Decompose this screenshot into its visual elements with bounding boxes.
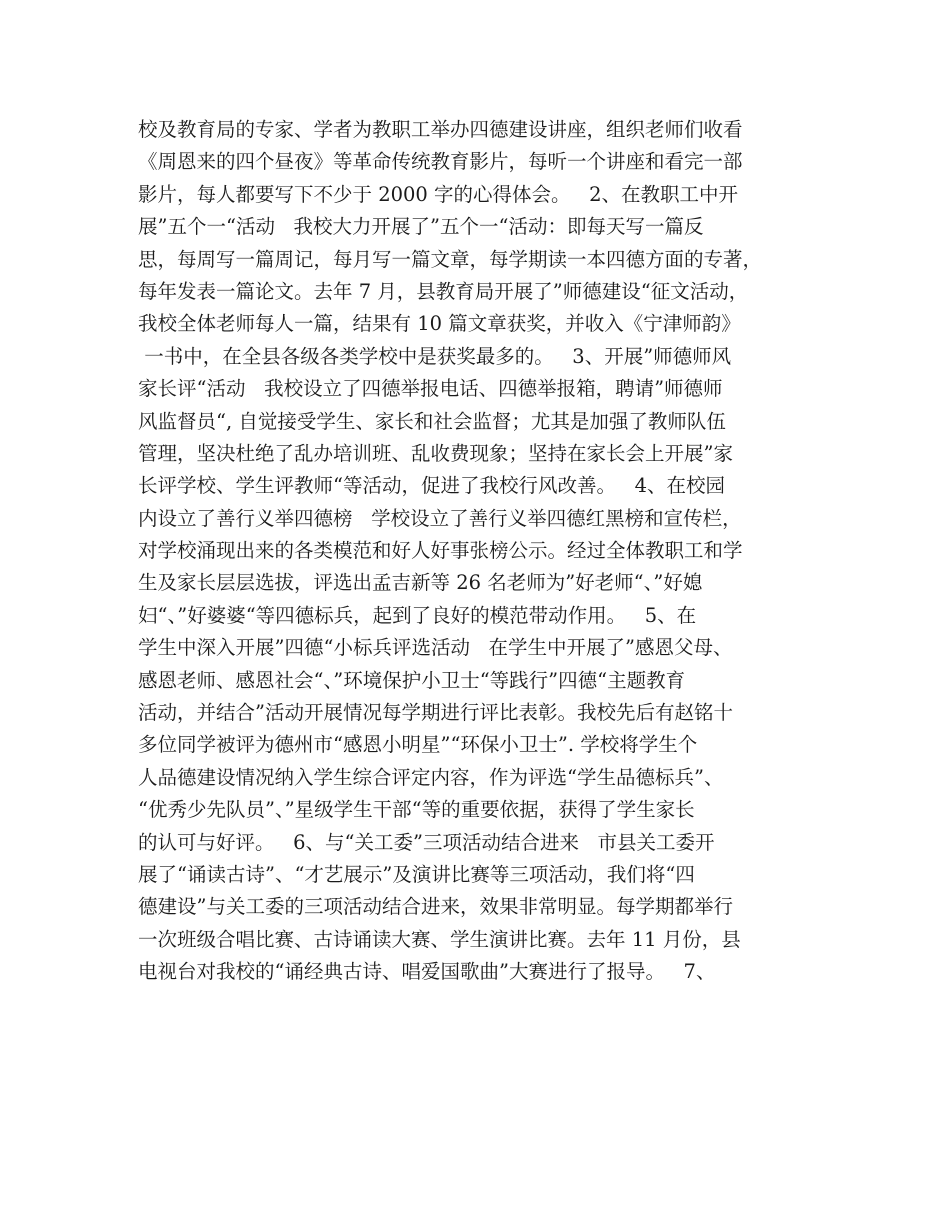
text-line: 的认可与好评。 6、与“关工委”三项活动结合进来 市县关工委开 — [138, 830, 715, 854]
text-line: 每年发表一篇论文。去年 7 月，县教育局开展了”师德建设“征文活动， — [138, 279, 749, 303]
body-text — [138, 114, 838, 989]
text-line: 我校全体老师每人一篇，结果有 10 篇文章获奖，并收入《宁津师韵》 — [138, 312, 741, 336]
text-line: 活动，并结合”活动开展情况每学期进行评比表彰。我校先后有赵铭十 — [138, 701, 733, 725]
text-line: 德建设”与关工委的三项活动结合进来，效果非常明显。每学期都举行 — [138, 895, 733, 919]
text-line: 电视台对我校的“诵经典古诗、唱爱国歌曲”大赛进行了报导。 7、 — [138, 960, 716, 984]
text-line: 对学校涌现出来的各类模范和好人好事张榜公示。经过全体教职工和学 — [138, 539, 743, 563]
text-line: 人品德建设情况纳入学生综合评定内容，作为评选“学生品德标兵”、 — [138, 765, 724, 789]
text-line: 《周恩来的四个昼夜》等革命传统教育影片，每听一个讲座和看完一部 — [138, 150, 743, 174]
text-line: 生及家长层层选拔，评选出孟吉新等 26 名老师为”好老师“、”好媳 — [138, 571, 703, 595]
text-line: 展了“诵读古诗”、“才艺展示”及演讲比赛等三项活动，我们将“四 — [138, 862, 695, 886]
text-line: 校及教育局的专家、学者为教职工举办四德建设讲座，组织老师们收看 — [138, 118, 743, 141]
text-line: 风监督员“, 自觉接受学生、家长和社会监督；尤其是加强了教师队伍 — [138, 409, 726, 433]
text-line: 家长评“活动 我校设立了四德举报电话、四德举报箱，聘请”师德师 — [138, 377, 723, 401]
text-line: 一书中，在全县各级各类学校中是获奖最多的。 3、开展”师德师风 — [138, 344, 732, 368]
text-line: 影片，每人都要写下不少于 2000 字的心得体会。 2、在教职工中开 — [138, 182, 739, 206]
text-line: 管理，坚决杜绝了乱办培训班、乱收费现象；坚持在家长会上开展”家 — [138, 441, 733, 465]
text-line: 展”五个一“活动 我校大力开展了”五个一“活动：即每天写一篇反 — [138, 215, 704, 239]
text-line: 内设立了善行义举四德榜 学校设立了善行义举四德红黑榜和宣传栏， — [138, 506, 742, 530]
text-line: 多位同学被评为德州市“感恩小明星”“环保小卫士”. 学校将学生个 — [138, 733, 698, 757]
text-line: 感恩老师、感恩社会“、”环境保护小卫士“等践行”四德“主题教育 — [138, 668, 686, 692]
text-line: 妇“、”好婆婆“等四德标兵，起到了良好的模范带动作用。 5、在 — [138, 603, 697, 627]
text-line: 思，每周写一篇周记，每月写一篇文章，每学期读一本四德方面的专著， — [138, 247, 763, 271]
text-line: “优秀少先队员”、”星级学生干部“等的重要依据，获得了学生家长 — [138, 798, 695, 822]
text-line: 长评学校、学生评教师“等活动，促进了我校行风改善。 4、在校园 — [138, 474, 725, 498]
text-line: 学生中深入开展”四德“小标兵评选活动 在学生中开展了”感恩父母、 — [138, 636, 733, 660]
text-line: 一次班级合唱比赛、古诗诵读大赛、学生演讲比赛。去年 11 月份，县 — [138, 927, 741, 951]
